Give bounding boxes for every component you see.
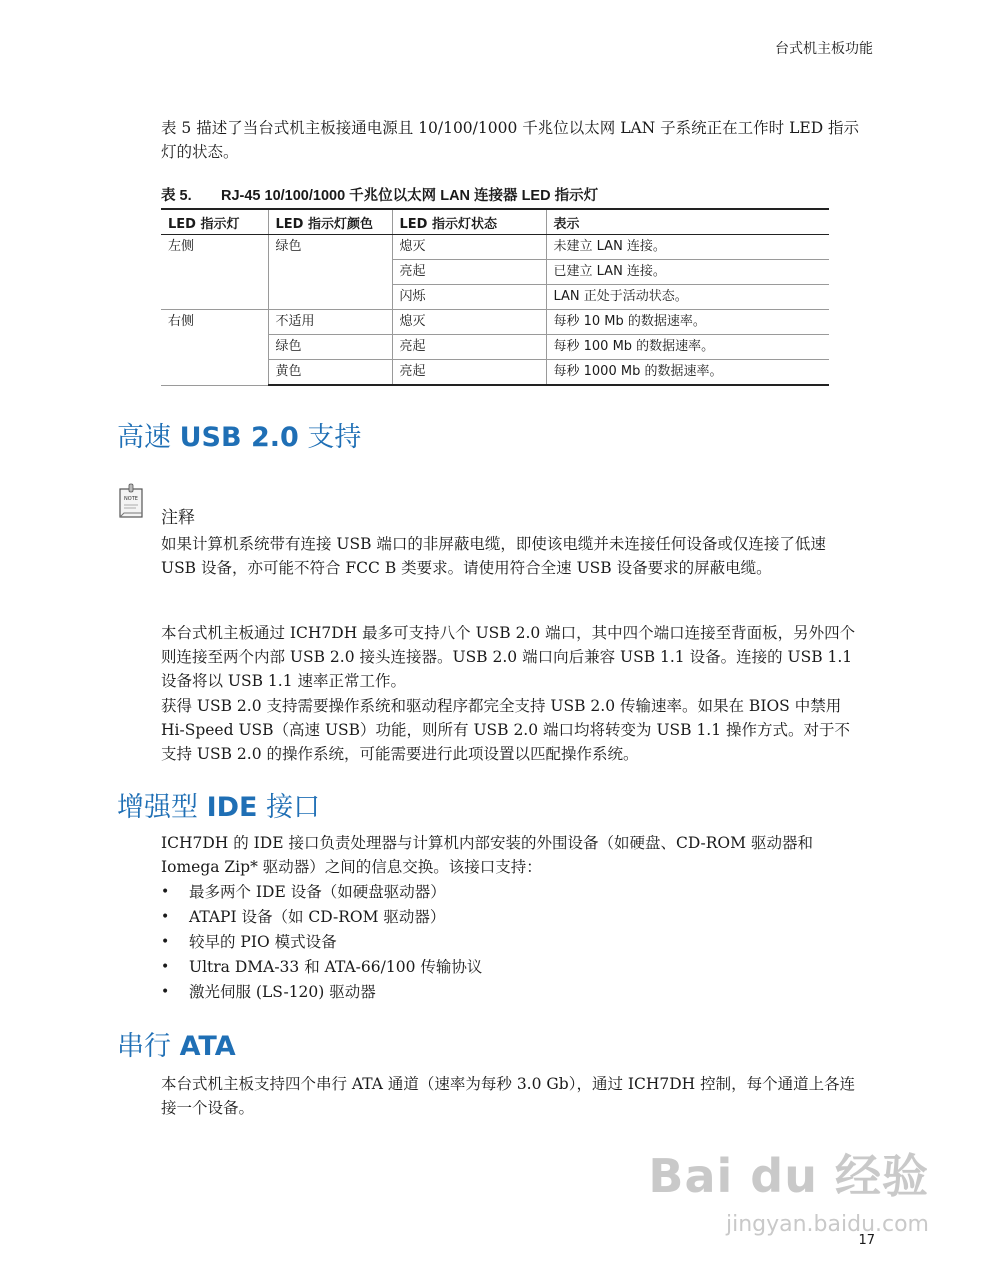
note-icon <box>116 483 146 521</box>
list-item: • ATAPI 设备（如 CD-ROM 驱动器） <box>161 905 482 930</box>
led-color-cell: 黄色 <box>268 360 392 386</box>
note-title: 注释 <box>161 508 195 528</box>
column-header: LED 指示灯 <box>161 209 268 235</box>
led-color-cell: 绿色 <box>268 235 392 310</box>
led-state-cell: 闪烁 <box>392 285 546 310</box>
led-side-cell: 右侧 <box>161 310 268 386</box>
note-icon-label: NOTE <box>124 496 138 502</box>
led-table <box>161 208 829 386</box>
table-row <box>161 310 829 335</box>
page-number: 17 <box>858 1233 875 1248</box>
led-state-cell: 熄灭 <box>392 310 546 335</box>
watermark-logo: Bai du 经验 <box>648 1149 929 1203</box>
column-header: LED 指示灯颜色 <box>268 209 392 235</box>
column-header: 表示 <box>546 209 829 235</box>
baidu-jingyan-watermark <box>648 1140 929 1237</box>
led-meaning-cell: LAN 正处于活动状态。 <box>546 285 829 310</box>
sata-section-heading: 串行 ATA <box>117 1031 236 1062</box>
led-color-cell: 不适用 <box>268 310 392 335</box>
table-row <box>161 235 829 260</box>
watermark-url: jingyan.baidu.com <box>725 1212 929 1237</box>
usb-paragraph-1: 本台式机主板通过 ICH7DH 最多可支持八个 USB 2.0 端口，其中四个端口连接至背面板，另外四个则连接至两个内部 USB 2.0 接头连接器。USB 2.0 端口向后兼容 USB 1.1 设备。连接的 USB 1.1 设备将以 USB 1.1 速率正常工作。 <box>161 624 856 690</box>
table-header-row <box>161 209 829 235</box>
led-state-cell: 亮起 <box>392 360 546 386</box>
led-meaning-cell: 每秒 100 Mb 的数据速率。 <box>546 335 829 360</box>
led-state-cell: 亮起 <box>392 335 546 360</box>
running-header: 台式机主板功能 <box>775 41 873 57</box>
ide-feature-list <box>161 880 482 1005</box>
led-color-cell: 绿色 <box>268 335 392 360</box>
led-meaning-cell: 未建立 LAN 连接。 <box>546 235 829 260</box>
led-side-cell: 左侧 <box>161 235 268 310</box>
intro-paragraph: 表 5 描述了当台式机主板接通电源且 10/100/1000 千兆位以太网 LAN 子系统正在工作时 LED 指示灯的状态。 <box>161 119 860 161</box>
table-caption-title: RJ-45 10/100/1000 千兆位以太网 LAN 连接器 LED 指示灯 <box>221 188 599 204</box>
sata-paragraph: 本台式机主板支持四个串行 ATA 通道（速率为每秒 3.0 Gb），通过 ICH7DH 控制，每个通道上各连接一个设备。 <box>161 1075 856 1117</box>
table-caption-number: 表 5. <box>161 188 192 204</box>
list-item: • 最多两个 IDE 设备（如硬盘驱动器） <box>161 880 482 905</box>
led-meaning-cell: 已建立 LAN 连接。 <box>546 260 829 285</box>
usb-paragraph-2: 获得 USB 2.0 支持需要操作系统和驱动程序都完全支持 USB 2.0 传输速率。如果在 BIOS 中禁用 Hi-Speed USB（高速 USB）功能，则所有 USB 2.0 端口均将转变为 USB 1.1 操作方式。对于不支持 USB 2.0 的操作系统，可能需要进行此项设置以匹配操作系统。 <box>161 697 851 763</box>
led-state-cell: 熄灭 <box>392 235 546 260</box>
led-meaning-cell: 每秒 1000 Mb 的数据速率。 <box>546 360 829 386</box>
column-header: LED 指示灯状态 <box>392 209 546 235</box>
ide-paragraph: ICH7DH 的 IDE 接口负责处理器与计算机内部安装的外围设备（如硬盘、CD-ROM 驱动器和 Iomega Zip* 驱动器）之间的信息交换。该接口支持： <box>161 834 813 876</box>
led-state-cell: 亮起 <box>392 260 546 285</box>
ide-section-heading: 增强型 IDE 接口 <box>117 792 321 823</box>
usb-section-heading: 高速 USB 2.0 支持 <box>117 422 362 453</box>
note-text: 如果计算机系统带有连接 USB 端口的非屏蔽电缆，即使该电缆并未连接任何设备或仅连接了低速 USB 设备，亦可能不符合 FCC B 类要求。请使用符合全速 USB 设备要求的屏蔽电缆。 <box>161 535 826 577</box>
list-item: • 较早的 PIO 模式设备 <box>161 930 482 955</box>
led-meaning-cell: 每秒 10 Mb 的数据速率。 <box>546 310 829 335</box>
list-item: • 激光伺服 (LS-120) 驱动器 <box>161 980 482 1005</box>
list-item: • Ultra DMA-33 和 ATA-66/100 传输协议 <box>161 955 482 980</box>
table-caption <box>161 184 598 205</box>
